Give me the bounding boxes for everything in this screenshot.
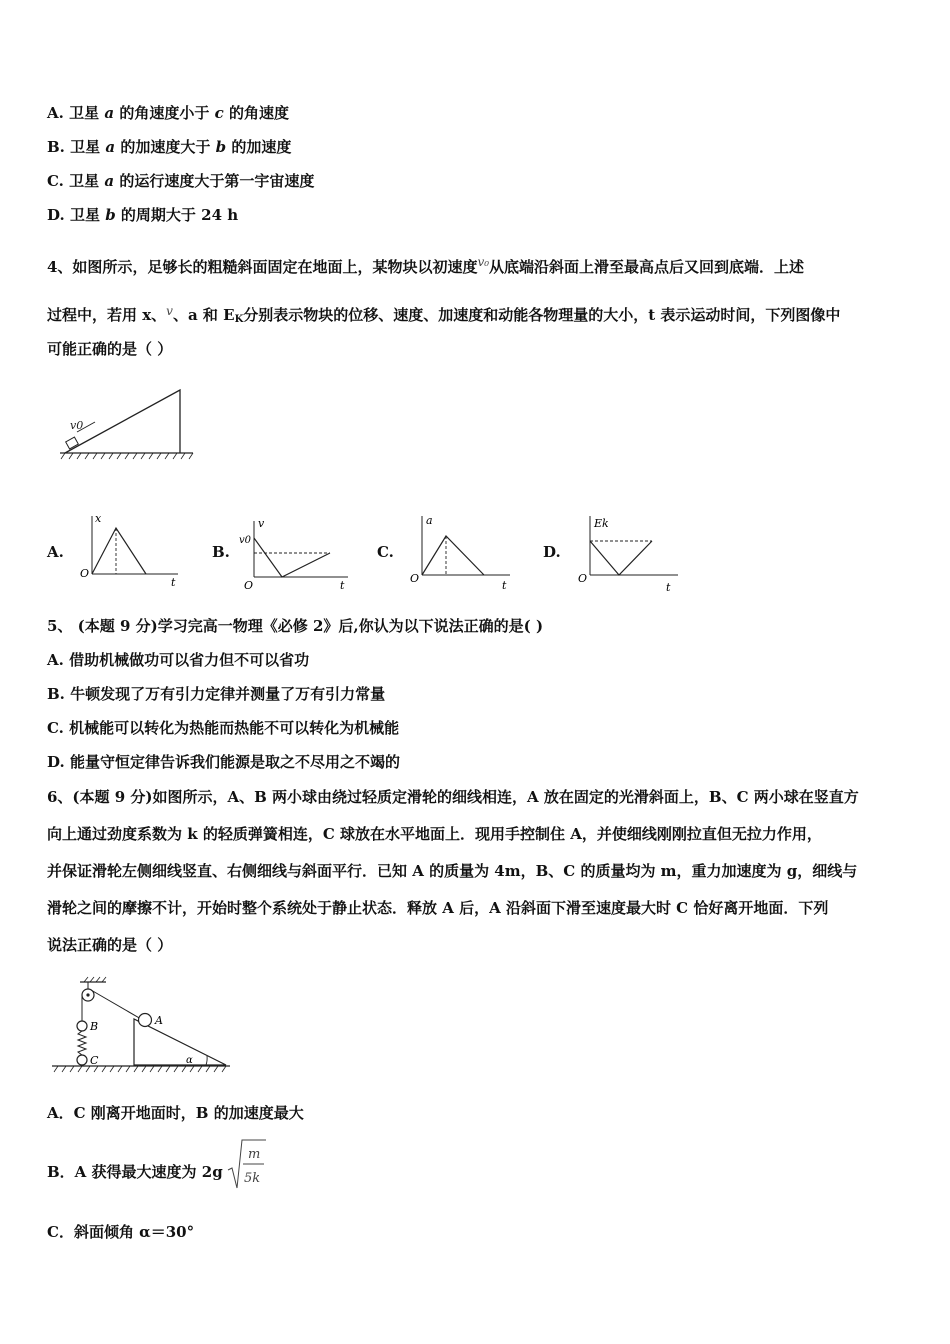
y-label: a xyxy=(426,514,433,527)
label-c: C xyxy=(90,1054,99,1067)
q6-option-b xyxy=(47,1162,223,1182)
option-text: 卫星 xyxy=(69,172,100,190)
option-text: 机械能可以转化为热能而热能不可以转化为机械能 xyxy=(69,719,400,737)
angle-arc xyxy=(206,1056,207,1065)
choice-a-label: A. xyxy=(47,543,64,561)
option-text: 的加速度大于 xyxy=(120,138,211,156)
option-text: 的运行速度大于第一宇宙速度 xyxy=(119,172,315,190)
pulley-figure xyxy=(48,975,238,1080)
option-label: B. xyxy=(47,138,65,156)
ceiling-hatch xyxy=(84,977,106,982)
option-var: a xyxy=(104,104,115,122)
option-text: 能量守恒定律告诉我们能源是取之不尽用之不竭的 xyxy=(69,753,400,771)
q3-option-a xyxy=(47,103,289,123)
option-label: A. xyxy=(47,651,64,669)
ball-c xyxy=(77,1055,87,1065)
q6-stem-line4: 滑轮之间的摩擦不计，开始时整个系统处于静止状态．释放 A 后，A 沿斜面下滑至速度最大时 C 恰好离开地面．下列 xyxy=(47,899,829,917)
spring xyxy=(78,1031,86,1055)
q5-option-c xyxy=(47,718,399,738)
option-var: b xyxy=(105,206,116,224)
v0-label: v0 xyxy=(70,419,84,432)
ek-subscript: K xyxy=(234,314,244,325)
origin-label: O xyxy=(80,567,90,580)
v-curve xyxy=(254,538,330,577)
q4-stem-line2 xyxy=(47,301,840,330)
y-label: v xyxy=(258,517,265,530)
option-var: a xyxy=(105,138,116,156)
y-label: x xyxy=(95,512,102,525)
q3-option-c xyxy=(47,171,314,191)
q4-text: 从底端沿斜面上滑至最高点后又回到底端．上述 xyxy=(489,258,805,276)
graph-c xyxy=(404,510,519,595)
option-text: 的加速度 xyxy=(231,138,292,156)
origin-label: O xyxy=(410,572,420,585)
sqrt-expression xyxy=(226,1138,268,1190)
option-text: 卫星 xyxy=(70,138,101,156)
choice-d-label: D. xyxy=(543,543,561,561)
q4-text: 分别表示物块的位移、速度、加速度和动能各物理量的大小，t 表示运动时间，下列图像中 xyxy=(243,306,841,324)
q5-option-d xyxy=(47,752,400,772)
ground-hatch xyxy=(54,1066,226,1072)
x-label: t xyxy=(666,581,671,594)
label-a: A xyxy=(155,1014,163,1027)
option-text: 的角速度小于 xyxy=(119,104,210,122)
option-label: D. xyxy=(47,206,65,224)
option-label: A. xyxy=(47,104,64,122)
option-label: B. xyxy=(47,685,65,703)
fraction-numerator: m xyxy=(248,1147,261,1162)
q4-text: 、a 和 E xyxy=(172,306,235,324)
option-text: 卫星 xyxy=(69,104,100,122)
ground-hatch xyxy=(61,453,193,459)
label-alpha: α xyxy=(186,1055,193,1066)
q6-stem-line5: 说法正确的是（ ） xyxy=(47,936,173,954)
x-label: t xyxy=(502,579,507,592)
option-var: b xyxy=(215,138,227,156)
option-label: D. xyxy=(47,753,65,771)
incline-figure xyxy=(55,385,200,465)
q3-option-b xyxy=(47,137,291,157)
graph-a xyxy=(78,510,188,590)
ball-b xyxy=(77,1021,87,1031)
option-label: C. xyxy=(47,719,64,737)
label-b: B xyxy=(90,1020,99,1033)
choice-c-label: C. xyxy=(377,543,394,561)
q5-option-a xyxy=(47,650,309,670)
option-text: 的周期大于 24 h xyxy=(120,206,239,224)
option-text: 的角速度 xyxy=(228,104,289,122)
q5-option-b xyxy=(47,684,385,704)
y-label: Ek xyxy=(594,517,609,530)
v-symbol: v xyxy=(166,304,173,318)
option-text: B．A 获得最大速度为 2g xyxy=(47,1163,223,1181)
choice-b-label: B. xyxy=(212,543,230,561)
graph-d xyxy=(572,510,687,595)
right-string xyxy=(91,990,141,1019)
fraction-denominator: 5k xyxy=(244,1171,261,1186)
q4-text: 可能正确的是（ ） xyxy=(47,340,173,358)
origin-label: O xyxy=(578,572,588,585)
q6-stem-line2: 向上通过劲度系数为 k 的轻质弹簧相连，C 球放在水平地面上．现用手控制住 A，并使细线刚刚拉直但无拉力作用， xyxy=(47,825,822,843)
x-label: t xyxy=(171,576,176,589)
q4-text: 过程中，若用 x、 xyxy=(47,306,167,324)
q4-text: 4、如图所示，足够长的粗糙斜面固定在地面上，某物块以初速度 xyxy=(47,258,478,276)
x-curve xyxy=(92,528,146,574)
q3-option-d xyxy=(47,205,238,225)
v0-mark: v0 xyxy=(239,535,252,546)
q6-stem-line1: 6、(本题 9 分)如图所示，A、B 两小球由绕过轻质定滑轮的细线相连，A 放在固定的光滑斜面上，B、C 两小球在竖直方 xyxy=(47,788,859,806)
q4-stem-line1 xyxy=(47,252,804,277)
option-var: c xyxy=(214,104,224,122)
ball-a xyxy=(139,1014,152,1027)
q5-stem: 5、 (本题 9 分)学习完高一物理《必修 2》后,你认为以下说法正确的是( ) xyxy=(47,617,544,635)
q6-stem-line3: 并保证滑轮左侧细线竖直、右侧细线与斜面平行．已知 A 的质量为 4m，B、C 的质量均为 m，重力加速度为 g，细线与 xyxy=(47,862,858,880)
q4-stem-line3 xyxy=(47,339,172,359)
q6-option-c: C．斜面倾角 α＝30° xyxy=(47,1223,195,1241)
graph-b xyxy=(236,515,361,595)
q6-option-a: A．C 刚离开地面时，B 的加速度最大 xyxy=(47,1104,304,1122)
a-curve xyxy=(422,536,484,575)
pulley-axle xyxy=(86,993,89,996)
option-text: 借助机械做功可以省力但不可以省功 xyxy=(69,651,310,669)
x-label: t xyxy=(340,579,345,592)
option-text: 卫星 xyxy=(69,206,100,224)
origin-label: O xyxy=(244,579,254,592)
option-text: 牛顿发现了万有引力定律并测量了万有引力常量 xyxy=(70,685,386,703)
option-label: C. xyxy=(47,172,64,190)
v0-symbol: v₀ xyxy=(477,255,490,269)
ek-curve xyxy=(590,541,652,575)
option-var: a xyxy=(104,172,115,190)
